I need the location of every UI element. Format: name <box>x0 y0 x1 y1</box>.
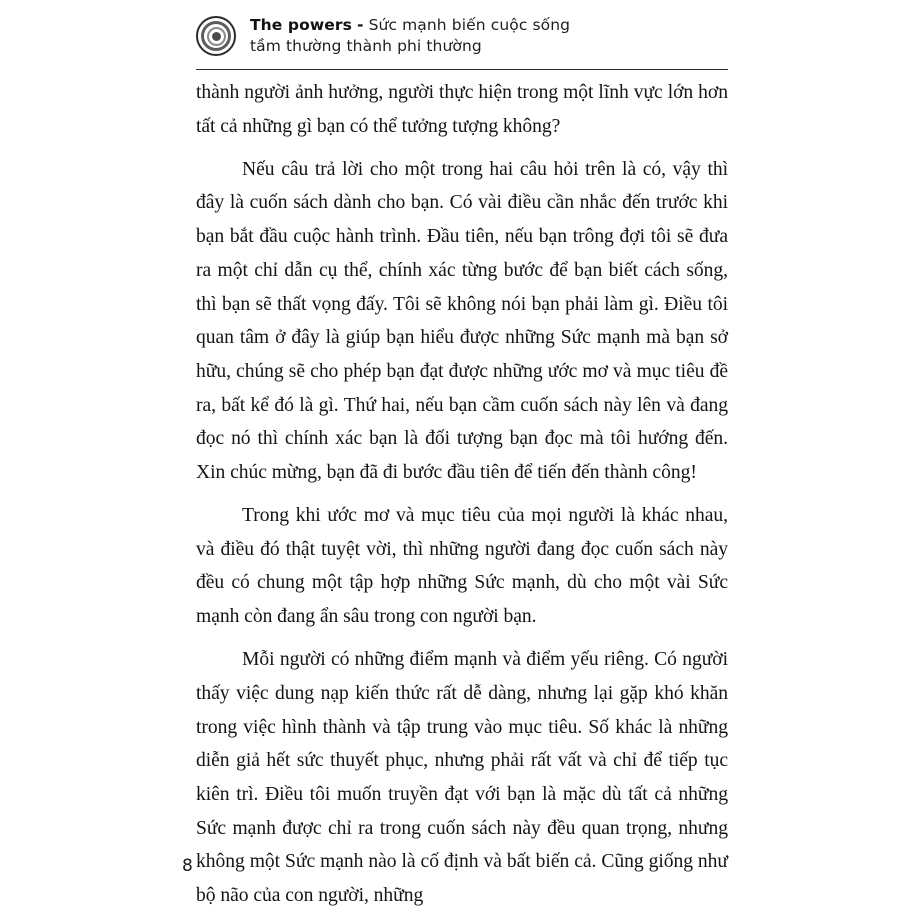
header-line-2 <box>250 36 570 57</box>
running-header <box>196 14 728 58</box>
header-subtitle-line1: Sức mạnh biến cuộc sống <box>368 16 571 34</box>
header-subtitle-line2: tầm thường thành phi thường <box>250 37 482 56</box>
header-dash: - <box>357 16 364 34</box>
concentric-circles-icon <box>196 16 236 56</box>
header-divider <box>196 69 728 70</box>
paragraph: Trong khi ước mơ và mục tiêu của mọi người là khác nhau, và điều đó thật tuyệt vời, thì những người đang đọc cuốn sách này đều có chung một tập hợp những Sức mạnh, dù cho một vài Sức mạnh còn đang ẩn sâu trong con người bạn. <box>196 505 728 628</box>
paragraph: thành người ảnh hưởng, người thực hiện trong một lĩnh vực lớn hơn tất cả những gì bạn có thể tưởng tượng không? <box>196 82 728 137</box>
paragraph: Mỗi người có những điểm mạnh và điểm yếu riêng. Có người thấy việc dung nạp kiến thức rất dễ dàng, nhưng lại gặp khó khăn trong việc hình thành và tập trung vào mục tiêu. Số khác là những diễn giả hết sức thuyết phục, nhưng phải rất vất và chỉ để tiếp tục kiên trì. Điều tôi muốn truyền đạt với bạn là mặc dù tất cả những Sức mạnh được chỉ ra trong cuốn sách này đều quan trọng, nhưng không một Sức mạnh nào là cố định và bất biến cả. Cũng giống như bộ não của con người, những <box>196 649 728 907</box>
header-text-block <box>250 14 570 58</box>
body-text-column <box>196 76 728 913</box>
header-line-1 <box>250 15 570 36</box>
page-number: 8 <box>182 856 193 876</box>
header-title: The powers <box>250 16 352 34</box>
paragraph: Nếu câu trả lời cho một trong hai câu hỏi trên là có, vậy thì đây là cuốn sách dành cho bạn. Có vài điều cần nhắc đến trước khi bạn bắt đầu cuộc hành trình. Đầu tiên, nếu bạn trông đợi tôi sẽ đưa ra một chỉ dẫn cụ thể, chính xác từng bước để bạn biết cách sống, thì bạn sẽ thất vọng đấy. Tôi sẽ không nói bạn phải làm gì. Điều tôi quan tâm ở đây là giúp bạn hiểu được những Sức mạnh mà bạn sở hữu, chúng sẽ cho phép bạn đạt được những ước mơ và mục tiêu đề ra, bất kể đó là gì. Thứ hai, nếu bạn cầm cuốn sách này lên và đang đọc nó thì chính xác bạn là đối tượng bạn đọc mà tôi hướng đến. Xin chúc mừng, bạn đã đi bước đầu tiên để tiến đến thành công! <box>196 158 728 483</box>
